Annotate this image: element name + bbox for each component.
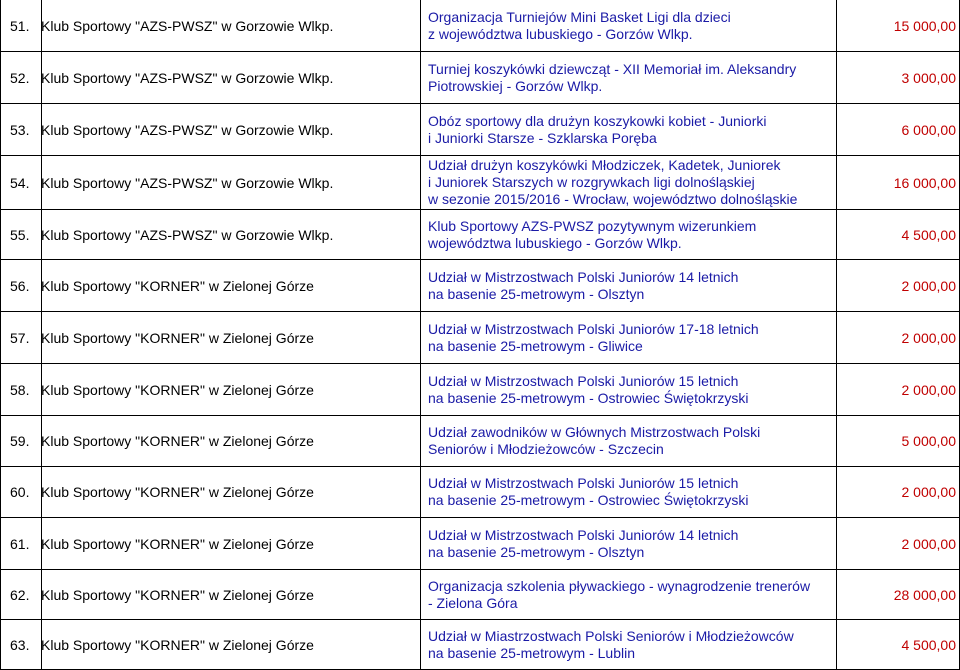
row-number: 55. xyxy=(10,226,30,243)
beneficiary-name: Klub Sportowy "KORNER" w Zielonej Górze xyxy=(41,636,314,653)
task-description-line: w sezonie 2015/2016 - Wrocław, województwo dolnośląskie xyxy=(428,191,798,207)
task-description-line: Udział w Miastrzostwach Polski Seniorów i Młodzieżowców xyxy=(428,627,794,644)
task-description-line: i Juniorek Starszych w rozgrywkach ligi dolnośląskiej xyxy=(428,174,755,190)
task-description xyxy=(428,104,828,155)
grant-amount: 6 000,00 xyxy=(901,121,956,138)
table-row xyxy=(0,518,960,570)
beneficiary-name: Klub Sportowy "AZS-PWSZ" w Gorzowie Wlkp. xyxy=(41,121,334,138)
table-row xyxy=(0,156,960,210)
task-description-line: na basenie 25-metrowym - Olsztyn xyxy=(428,543,645,560)
row-number: 62. xyxy=(10,586,30,603)
row-number: 60. xyxy=(10,484,30,500)
table-row xyxy=(0,364,960,416)
task-description-line: z województwa lubuskiego - Gorzów Wlkp. xyxy=(428,25,693,42)
task-description xyxy=(428,210,828,259)
row-number: 53. xyxy=(10,121,30,138)
grant-amount: 2 000,00 xyxy=(901,381,956,398)
row-number: 51. xyxy=(10,17,30,34)
row-number: 52. xyxy=(10,69,30,86)
grant-amount: 3 000,00 xyxy=(901,69,956,86)
task-description xyxy=(428,467,828,517)
table-row xyxy=(0,260,960,312)
grant-amount: 2 000,00 xyxy=(901,484,956,500)
table-row xyxy=(0,620,960,670)
task-description xyxy=(428,156,828,209)
task-description-line: Klub Sportowy AZS-PWSZ pozytywnym wizerunkiem xyxy=(428,217,757,234)
task-description-line: Udział w Mistrzostwach Polski Juniorów 14 letnich xyxy=(428,268,739,285)
beneficiary-name: Klub Sportowy "KORNER" w Zielonej Górze xyxy=(41,329,314,346)
task-description xyxy=(428,0,828,51)
task-description xyxy=(428,570,828,619)
task-description-line: na basenie 25-metrowym - Lublin xyxy=(428,644,635,661)
row-number: 63. xyxy=(10,636,30,653)
task-description-line: Udział w Mistrzostwach Polski Juniorów 14 letnich xyxy=(428,526,739,543)
grant-amount: 16 000,00 xyxy=(893,174,956,191)
beneficiary-name: Klub Sportowy "KORNER" w Zielonej Górze xyxy=(41,484,314,500)
task-description xyxy=(428,52,828,103)
beneficiary-name: Klub Sportowy "AZS-PWSZ" w Gorzowie Wlkp. xyxy=(41,69,334,86)
table-row xyxy=(0,570,960,620)
task-description-line: Seniorów i Młodzieżowców - Szczecin xyxy=(428,441,664,457)
table-row xyxy=(0,467,960,518)
task-description-line: Organizacja szkolenia pływackiego - wynagrodzenie trenerów xyxy=(428,577,811,594)
task-description-line: Organizacja Turniejów Mini Basket Ligi dla dzieci xyxy=(428,8,731,25)
row-number: 56. xyxy=(10,277,30,294)
grant-amount: 28 000,00 xyxy=(893,586,956,603)
table-row xyxy=(0,104,960,156)
grant-amount: 15 000,00 xyxy=(893,17,956,34)
beneficiary-name: Klub Sportowy "KORNER" w Zielonej Górze xyxy=(41,586,314,603)
task-description xyxy=(428,518,828,569)
beneficiary-name: Klub Sportowy "KORNER" w Zielonej Górze xyxy=(41,277,314,294)
beneficiary-name: Klub Sportowy "KORNER" w Zielonej Górze xyxy=(41,535,314,552)
task-description xyxy=(428,260,828,311)
task-description-line: i Juniorki Starsze - Szklarska Poręba xyxy=(428,129,657,146)
task-description-line: - Zielona Góra xyxy=(428,594,518,611)
task-description-line: Udział w Mistrzostwach Polski Juniorów 15 letnich xyxy=(428,475,739,491)
row-number: 54. xyxy=(10,174,30,191)
beneficiary-name: Klub Sportowy "AZS-PWSZ" w Gorzowie Wlkp. xyxy=(41,174,334,191)
row-number: 61. xyxy=(10,535,30,552)
grant-amount: 5 000,00 xyxy=(901,433,956,449)
task-description-line: Turniej koszykówki dziewcząt - XII Memoriał im. Aleksandry xyxy=(428,60,797,77)
beneficiary-name: Klub Sportowy "AZS-PWSZ" w Gorzowie Wlkp. xyxy=(41,17,334,34)
task-description-line: Udział zawodników w Głównych Mistrzostwach Polski xyxy=(428,424,761,440)
grant-amount: 2 000,00 xyxy=(901,329,956,346)
task-description-line: Udział w Mistrzostwach Polski Juniorów 17-18 letnich xyxy=(428,320,759,337)
grant-amount: 4 500,00 xyxy=(901,226,956,243)
beneficiary-name: Klub Sportowy "AZS-PWSZ" w Gorzowie Wlkp. xyxy=(41,226,334,243)
row-number: 58. xyxy=(10,381,30,398)
row-number: 57. xyxy=(10,329,30,346)
grant-amount: 2 000,00 xyxy=(901,277,956,294)
task-description-line: na basenie 25-metrowym - Ostrowiec Świętokrzyski xyxy=(428,492,749,508)
task-description xyxy=(428,312,828,363)
task-description xyxy=(428,620,828,669)
table-row xyxy=(0,210,960,260)
beneficiary-name: Klub Sportowy "KORNER" w Zielonej Górze xyxy=(41,433,314,449)
table-row xyxy=(0,0,960,52)
grant-amount: 2 000,00 xyxy=(901,535,956,552)
task-description-line: na basenie 25-metrowym - Gliwice xyxy=(428,337,643,354)
task-description xyxy=(428,364,828,415)
table-row xyxy=(0,312,960,364)
table-row xyxy=(0,416,960,467)
grant-amount: 4 500,00 xyxy=(901,636,956,653)
beneficiary-name: Klub Sportowy "KORNER" w Zielonej Górze xyxy=(41,381,314,398)
table-row xyxy=(0,52,960,104)
task-description-line: Piotrowskiej - Gorzów Wlkp. xyxy=(428,77,603,94)
task-description-line: województwa lubuskiego - Gorzów Wlkp. xyxy=(428,234,682,251)
task-description-line: na basenie 25-metrowym - Olsztyn xyxy=(428,285,645,302)
task-description-line: Udział w Mistrzostwach Polski Juniorów 15 letnich xyxy=(428,372,739,389)
task-description xyxy=(428,416,828,466)
task-description-line: Obóz sportowy dla drużyn koszykowki kobiet - Juniorki xyxy=(428,112,767,129)
row-number: 59. xyxy=(10,433,30,449)
task-description-line: Udział drużyn koszykówki Młodziczek, Kadetek, Juniorek xyxy=(428,157,781,173)
task-description-line: na basenie 25-metrowym - Ostrowiec Świętokrzyski xyxy=(428,389,749,406)
